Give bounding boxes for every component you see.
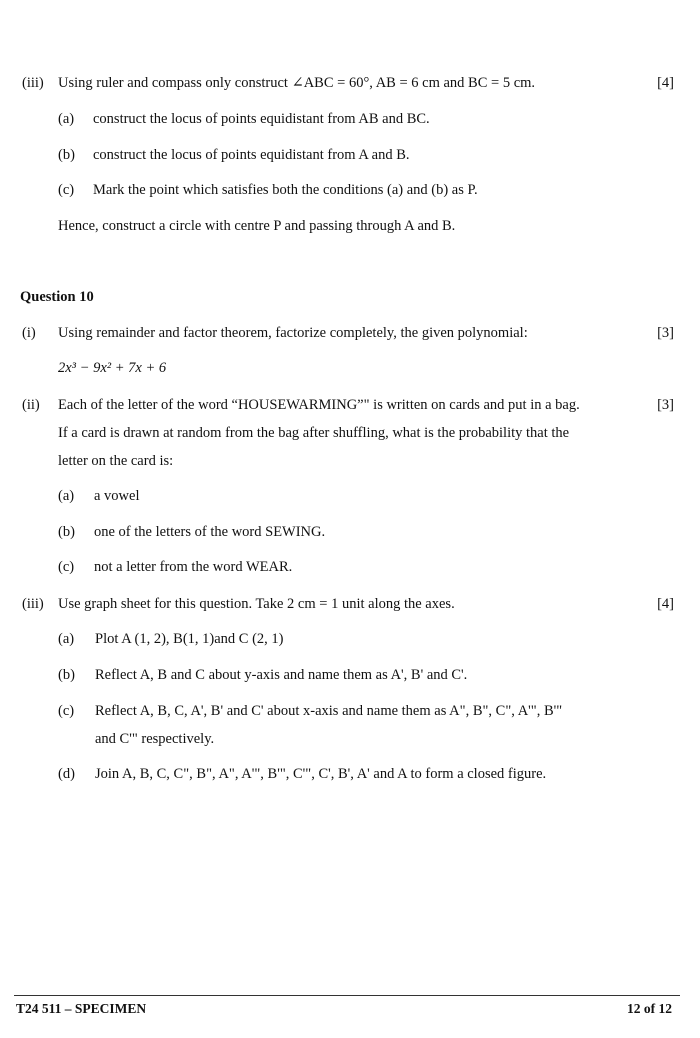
- q10-ii-line3: letter on the card is:: [58, 453, 174, 469]
- q9-iii-b-text: construct the locus of points equidistant from A and B.: [93, 147, 410, 163]
- q9-iii-a-label: (a): [58, 111, 75, 127]
- q10-iii-d-text: Join A, B, C, C", B", A", A'", B'", C'", C', B', A' and A to form a closed figure.: [95, 766, 547, 782]
- q9-iii-number: (iii): [22, 75, 44, 91]
- q10-ii-b-text: one of the letters of the word SEWING.: [94, 524, 326, 540]
- q10-ii-number: (ii): [22, 397, 40, 413]
- q10-i-text: Using remainder and factor theorem, factorize completely, the given polynomial:: [58, 325, 528, 341]
- q9-iii-c-label: (c): [58, 182, 75, 198]
- q10-iii-c-label: (c): [58, 703, 75, 719]
- q10-ii-marks: [3]: [657, 397, 674, 413]
- footer-paper-code: T24 511 – SPECIMEN: [16, 1001, 147, 1016]
- q10-i-number: (i): [22, 325, 36, 341]
- q9-iii-c-text: Mark the point which satisfies both the conditions (a) and (b) as P.: [93, 182, 478, 198]
- q10-iii-c-cont: and C'" respectively.: [95, 731, 215, 747]
- q9-iii-hence: Hence, construct a circle with centre P and passing through A and B.: [58, 218, 456, 234]
- q9-iii-b-label: (b): [58, 147, 75, 163]
- q10-ii-a-label: (a): [58, 488, 75, 504]
- q10-iii-d-label: (d): [58, 766, 75, 782]
- q10-iii-b-label: (b): [58, 667, 75, 683]
- q9-iii-a-text: construct the locus of points equidistant from AB and BC.: [93, 111, 430, 127]
- q10-ii-c-text: not a letter from the word WEAR.: [94, 559, 293, 575]
- q10-iii-a-text: Plot A (1, 2), B(1, 1)and C (2, 1): [95, 631, 284, 647]
- q10-iii-number: (iii): [22, 596, 44, 612]
- q9-iii-text: Using ruler and compass only construct ∠ABC = 60°, AB = 6 cm and BC = 5 cm.: [58, 75, 536, 91]
- footer-page-number: 12 of 12: [627, 1001, 672, 1016]
- q10-iii-text: Use graph sheet for this question. Take 2 cm = 1 unit along the axes.: [58, 596, 455, 612]
- q9-iii-marks: [4]: [657, 75, 674, 91]
- q10-ii-b-label: (b): [58, 524, 75, 540]
- q10-i-polynomial: 2x³ − 9x² + 7x + 6: [58, 360, 167, 376]
- q10-ii-line2: If a card is drawn at random from the bag after shuffling, what is the probability that the: [58, 425, 570, 441]
- q10-iii-b-text: Reflect A, B and C about y-axis and name them as A', B' and C'.: [95, 667, 468, 683]
- q10-ii-c-label: (c): [58, 559, 75, 575]
- q10-iii-c-text: Reflect A, B, C, A', B' and C' about x-axis and name them as A", B", C", A'", B'": [95, 703, 563, 719]
- q10-i-marks: [3]: [657, 325, 674, 341]
- q10-ii-a-text: a vowel: [94, 488, 140, 504]
- q10-ii-line1: Each of the letter of the word “HOUSEWARMING”" is written on cards and put in a bag.: [58, 397, 580, 413]
- question-10-heading: Question 10: [20, 289, 94, 305]
- q10-iii-marks: [4]: [657, 596, 674, 612]
- q10-iii-a-label: (a): [58, 631, 75, 647]
- footer-divider: [14, 995, 680, 996]
